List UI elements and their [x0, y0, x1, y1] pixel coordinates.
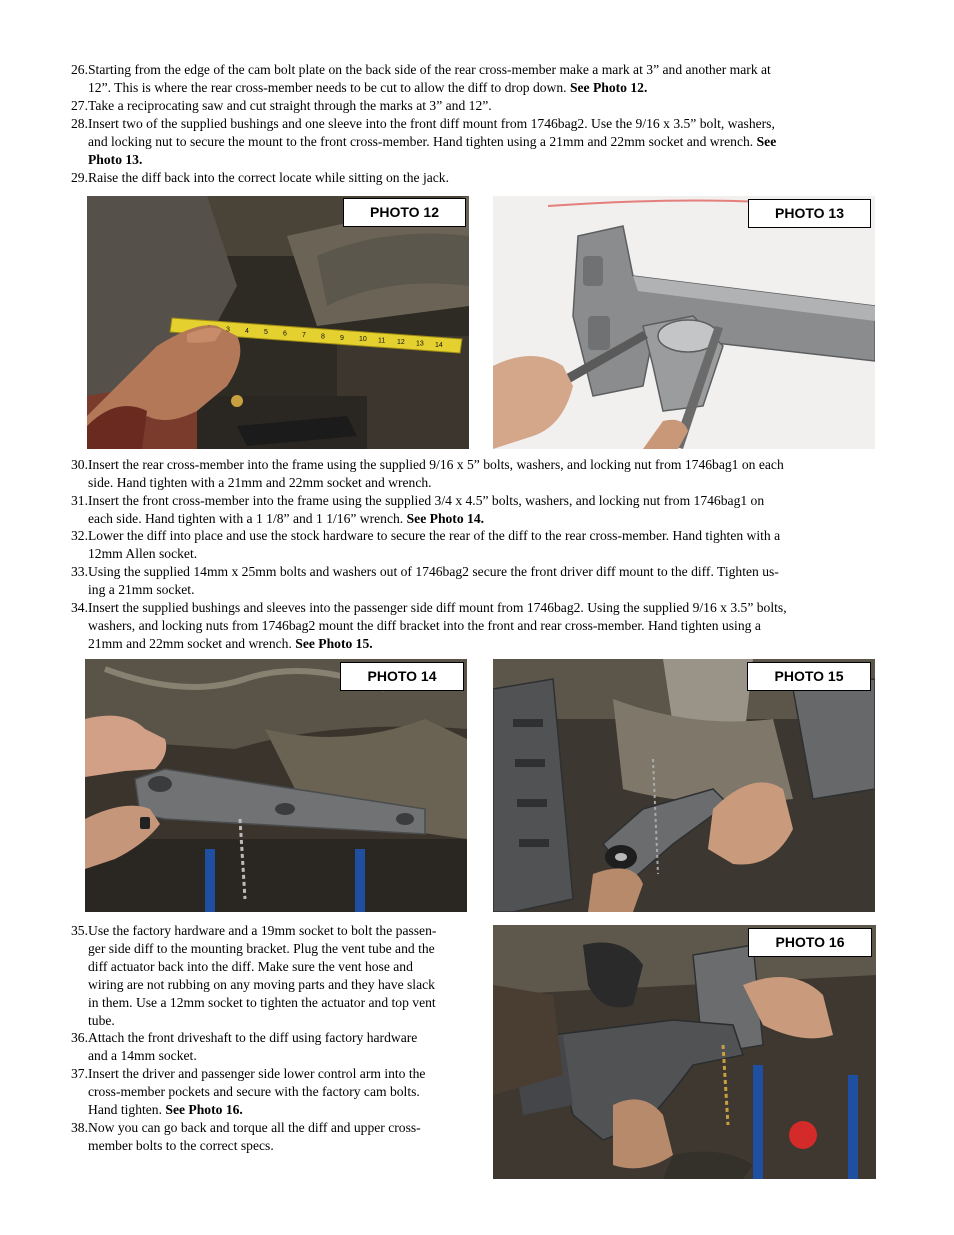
photo-12 — [87, 196, 469, 449]
step-text-line: in them. Use a 12mm socket to tighten the actuator and top vent — [88, 995, 436, 1010]
tape-number: 5 — [264, 329, 268, 337]
step-number: 36. — [71, 1030, 88, 1045]
step-number: 27. — [71, 98, 88, 113]
step-text-line: Now you can go back and torque all the diff and upper cross- — [88, 1120, 421, 1135]
step-number: 37. — [71, 1066, 88, 1081]
step-text-line: Using the supplied 14mm x 25mm bolts and washers out of 1746bag2 secure the front driver diff mount to the diff. Tighten us- — [88, 564, 779, 579]
step-number: 35. — [71, 923, 88, 938]
step-number: 32. — [71, 528, 88, 543]
step-text-line: each side. Hand tighten with a 1 1/8” and 1 1/16” wrench. — [88, 511, 407, 526]
photo-reference: See Photo 15. — [295, 636, 373, 651]
step-text-line: Hand tighten. — [88, 1102, 166, 1117]
photo-reference: See Photo 14. — [406, 511, 485, 526]
tape-number: 6 — [283, 330, 287, 338]
step-text-line: Insert the rear cross-member into the frame using the supplied 9/16 x 5” bolts, washers, and locking nut from 1746bag1 on each — [88, 457, 784, 472]
tape-number: 10 — [359, 336, 367, 344]
photo-13 — [493, 196, 875, 449]
step-number: 28. — [71, 116, 88, 131]
tape-number: 11 — [378, 337, 386, 345]
step-text-line: Raise the diff back into the correct locate while sitting on the jack. — [88, 170, 449, 185]
step-text-line: wiring are not rubbing on any moving parts and they have slack — [88, 977, 435, 992]
step-text-line: tube. — [88, 1013, 115, 1028]
step-text-line: member bolts to the correct specs. — [88, 1138, 274, 1153]
step-text-line: cross-member pockets and secure with the factory cam bolts. — [88, 1084, 420, 1099]
step-text-line: diff actuator back into the diff. Make sure the vent hose and — [88, 959, 413, 974]
photo-reference: See Photo 16. — [165, 1102, 243, 1117]
photo-15 — [493, 659, 875, 912]
step-number: 26. — [71, 62, 88, 77]
step-number: 33. — [71, 564, 88, 579]
step-text-line: and a 14mm socket. — [88, 1048, 197, 1063]
step-number: 29. — [71, 170, 88, 185]
step-text-line: Starting from the edge of the cam bolt plate on the back side of the rear cross-member make a mark at 3” and another mark at — [88, 62, 771, 77]
tape-number: 4 — [245, 327, 249, 335]
tape-number: 7 — [302, 332, 306, 339]
tape-number: 13 — [416, 340, 424, 348]
tape-number: 14 — [435, 341, 443, 349]
step-number: 30. — [71, 457, 88, 472]
photo-reference: Photo 13. — [88, 152, 143, 167]
photo-16 — [493, 925, 876, 1179]
step-text-line: Insert the front cross-member into the frame using the supplied 3/4 x 4.5” bolts, washers, and locking nut from 1746bag1 on — [88, 493, 765, 508]
tape-number: 12 — [397, 339, 405, 346]
step-text-line: ing a 21mm socket. — [88, 582, 195, 597]
photo-12-label: PHOTO 12 — [343, 198, 466, 227]
photo-14 — [85, 659, 467, 912]
photo-reference: See Photo 12. — [569, 80, 648, 95]
step-text-line: Use the factory hardware and a 19mm socket to bolt the passen- — [88, 923, 437, 938]
step-text-line: side. Hand tighten with a 21mm and 22mm socket and wrench. — [88, 475, 432, 490]
tape-number: 9 — [340, 334, 344, 342]
step-text-line: 12mm Allen socket. — [88, 546, 198, 561]
step-number: 38. — [71, 1120, 88, 1135]
step-text-line: washers, and locking nuts from 1746bag2 mount the diff bracket into the front and rear cross-member. Hand tighten using a — [88, 618, 761, 633]
photo-15-label: PHOTO 15 — [747, 662, 871, 691]
step-text-line: ger side diff to the mounting bracket. Plug the vent tube and the — [88, 941, 435, 956]
photo-14-label: PHOTO 14 — [340, 662, 464, 691]
step-text-line: and locking nut to secure the mount to the front cross-member. Hand tighten using a 21mm and 22mm socket and wrench. — [88, 134, 757, 149]
step-text-line: Attach the front driveshaft to the diff using factory hardware — [88, 1030, 418, 1045]
step-text-line: Lower the diff into place and use the stock hardware to secure the rear of the diff to the rear cross-member. Hand tighten with a — [88, 528, 781, 543]
step-text-line: Take a reciprocating saw and cut straight through the marks at 3” and 12”. — [88, 98, 492, 113]
step-number: 34. — [71, 600, 88, 615]
step-text-line: 12”. This is where the rear cross-member needs to be cut to allow the diff to drop down. — [88, 80, 570, 95]
step-number: 31. — [71, 493, 88, 508]
step-text-line: Insert two of the supplied bushings and one sleeve into the front diff mount from 1746bag2. Use the 9/16 x 3.5” bolt, washers, — [88, 116, 775, 131]
step-text-line: Insert the supplied bushings and sleeves into the passenger side diff mount from 1746bag2. Using the supplied 9/16 x 3.5” bolts, — [88, 600, 787, 615]
photo-reference: See — [756, 134, 777, 149]
step-text-line: Insert the driver and passenger side lower control arm into the — [88, 1066, 426, 1081]
tape-number: 3 — [226, 326, 230, 334]
photo-13-label: PHOTO 13 — [748, 199, 871, 228]
step-text-line: 21mm and 22mm socket and wrench. — [88, 636, 296, 651]
tape-number: 8 — [321, 333, 325, 341]
photo-16-label: PHOTO 16 — [748, 928, 872, 957]
